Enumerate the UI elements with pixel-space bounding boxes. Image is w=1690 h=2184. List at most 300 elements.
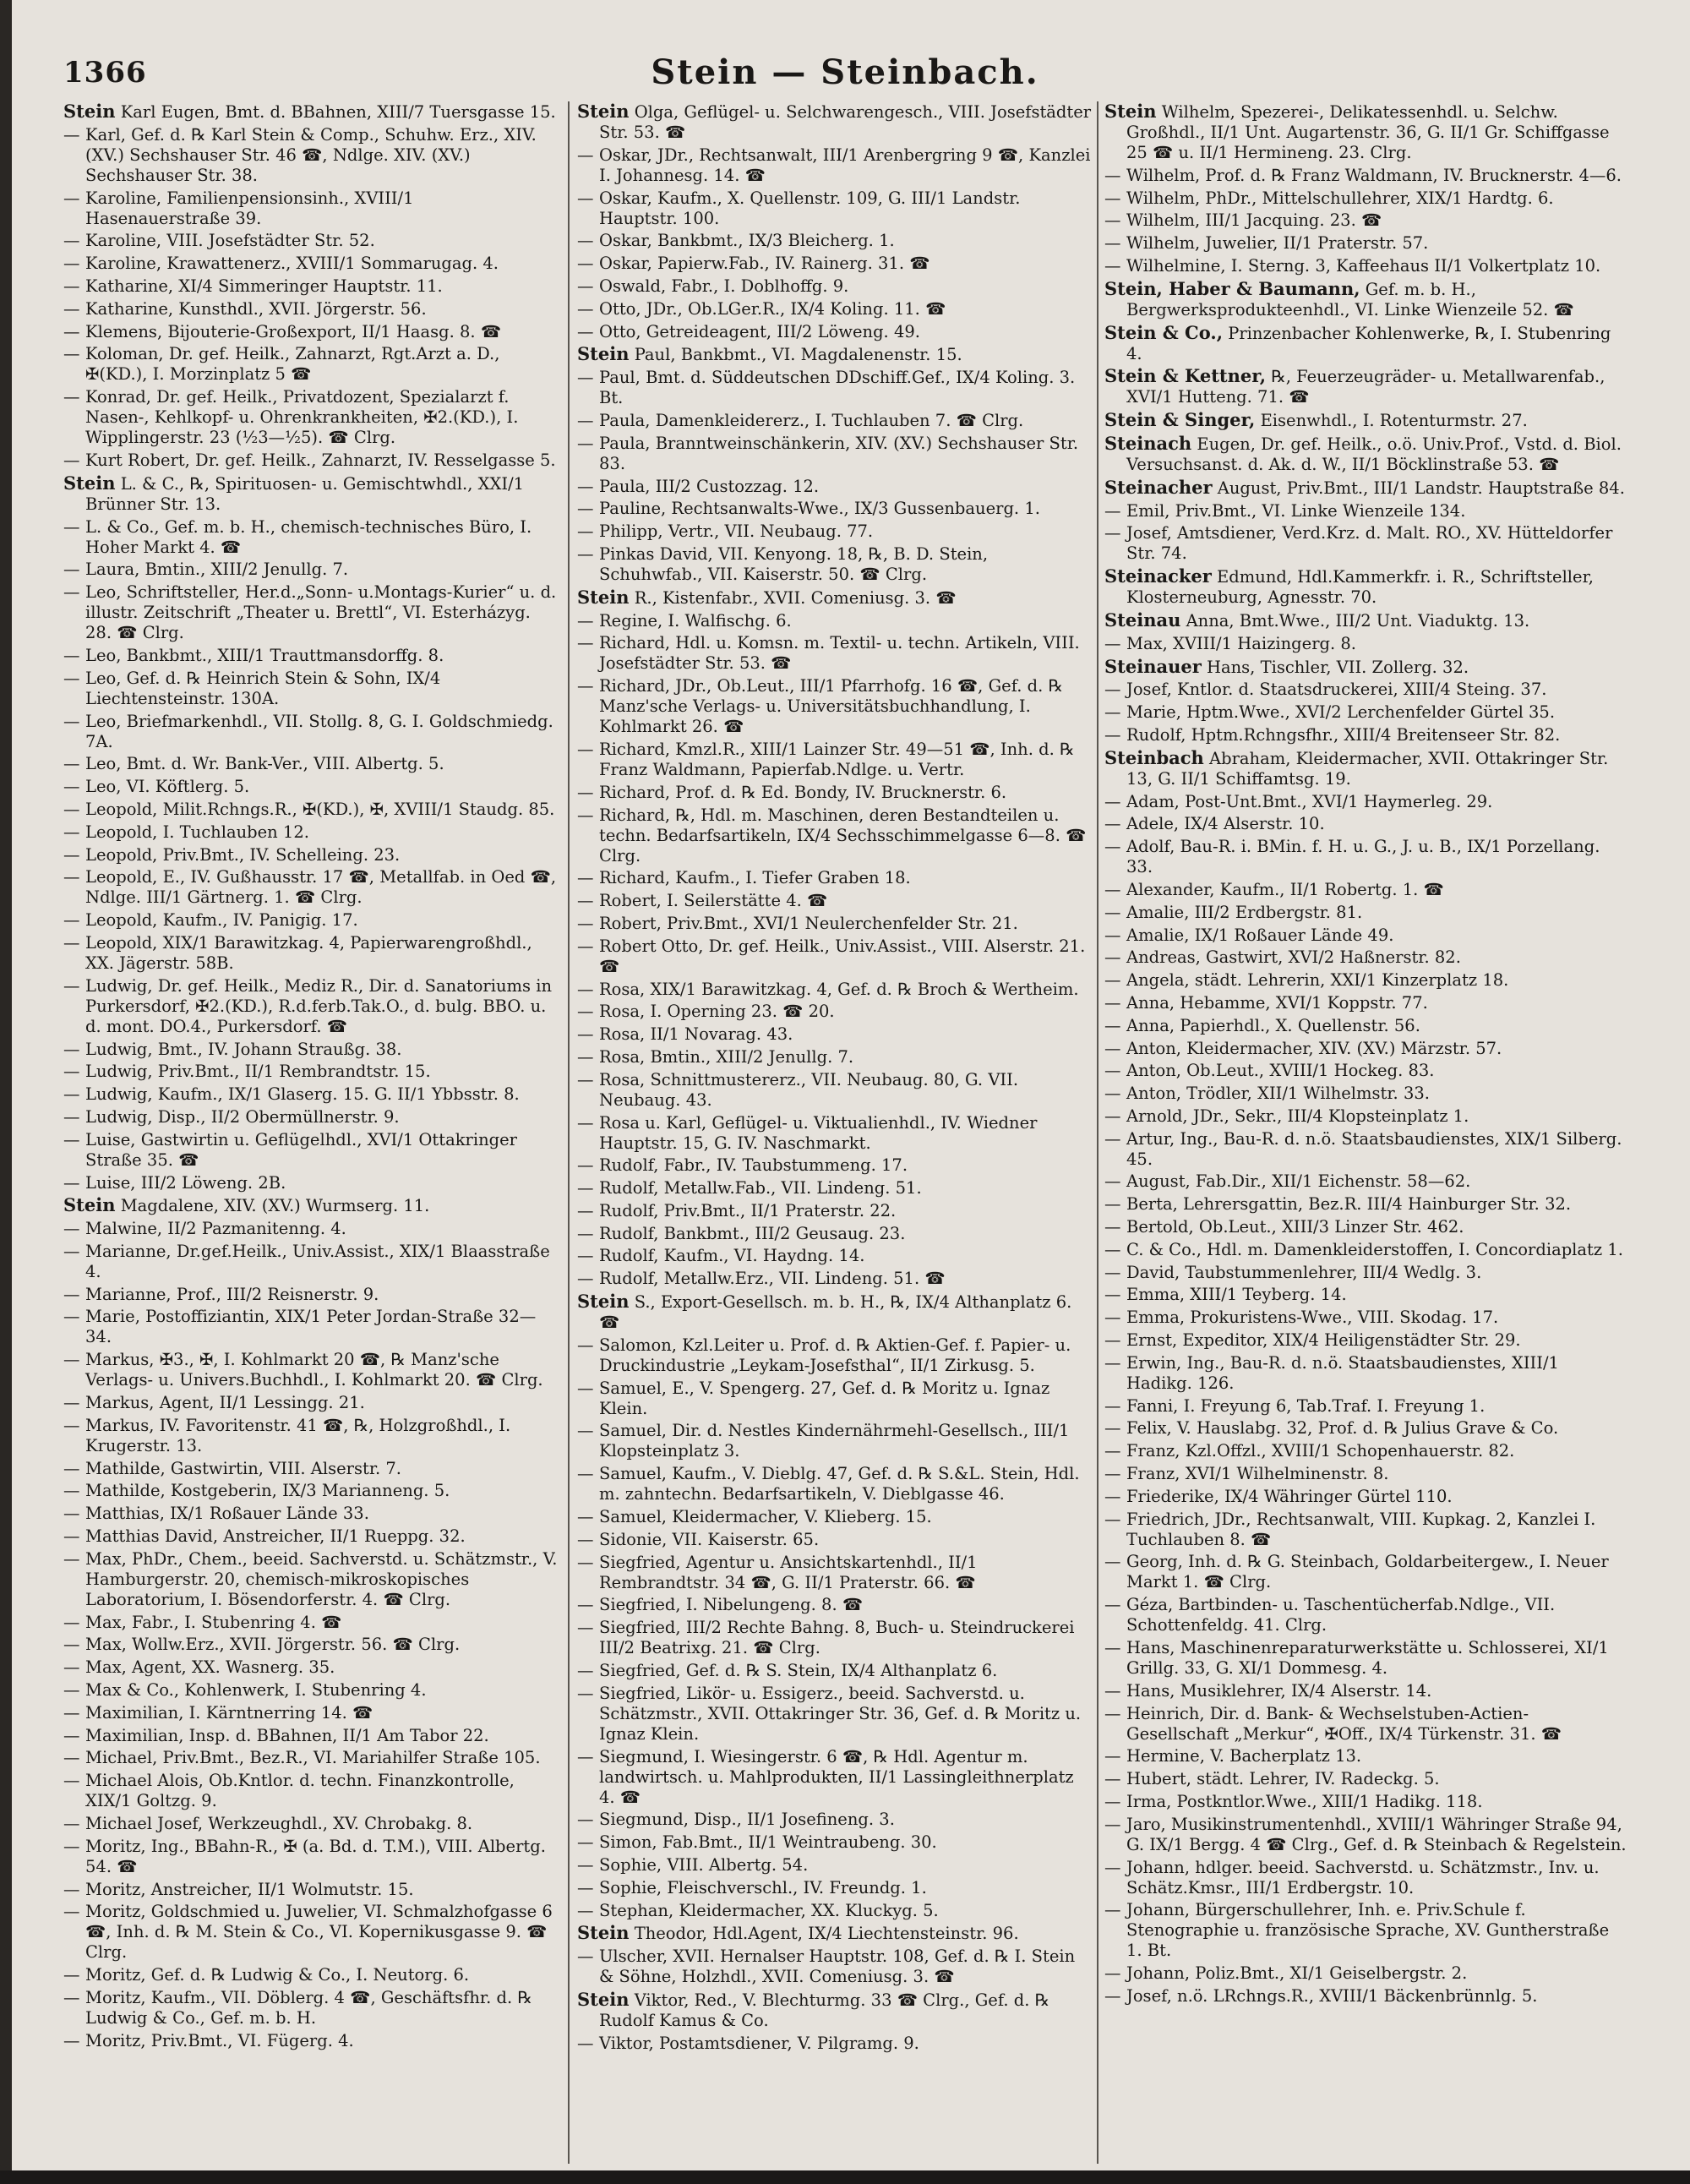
entry-text: Prinzenbacher Kohlenwerke, ℞, I. Stubenring 4. [1126, 323, 1611, 363]
repeat-dash: — [577, 1024, 594, 1045]
directory-entry [63, 1040, 562, 1060]
repeat-dash: — [63, 1350, 80, 1370]
repeat-dash: — [577, 868, 594, 888]
repeat-dash: — [63, 1241, 80, 1261]
entry-text: Moritz, Goldschmied u. Juwelier, VI. Schmalzhofgasse 6 ☎, Inh. d. ℞ M. Stein & Co., VI. Kopernikusgasse 9. ☎ Clrg. [85, 1902, 553, 1963]
directory-entry [577, 299, 1093, 319]
repeat-dash: — [577, 1246, 594, 1266]
repeat-dash: — [577, 2033, 594, 2053]
directory-entry [577, 1047, 1093, 1067]
directory-entry [1104, 1510, 1628, 1550]
entry-text: Eugen, Dr. gef. Heilk., o.ö. Univ.Prof., Vstd. d. Biol. Versuchsanst. d. Ak. d. W., II/1 Böcklinstraße 53. ☎ [1126, 434, 1622, 474]
directory-entry [63, 1635, 562, 1655]
directory-entry [63, 1748, 562, 1768]
repeat-dash: — [577, 1112, 594, 1133]
directory-entry [63, 1107, 562, 1127]
entry-text: Richard, Hdl. u. Komsn. m. Textil- u. techn. Artikeln, VIII. Josefstädter Str. 53. ☎ [599, 633, 1080, 674]
entry-text: Josef, Amtsdiener, Verd.Krz. d. Malt. RO., XV. Hütteldorfer Str. 74. [1126, 523, 1613, 564]
directory-entry [577, 1291, 1093, 1333]
repeat-dash: — [577, 739, 594, 759]
surname: Stein [577, 101, 630, 122]
entry-text: Leopold, I. Tuchlauben 12. [85, 822, 309, 842]
repeat-dash: — [63, 1526, 80, 1547]
repeat-dash: — [577, 321, 594, 341]
entry-text: Pinkas David, VII. Kenyong. 18, ℞, B. D. Stein, Schuhwfab., VII. Kaiserstr. 50. ☎ Clrg. [599, 543, 989, 584]
entry-text: Anton, Kleidermacher, XIV. (XV.) Märzstr. 57. [1126, 1038, 1502, 1058]
entry-text: Viktor, Postamtsdiener, V. Pilgramg. 9. [599, 2033, 919, 2053]
entry-text: Karoline, VIII. Josefstädter Str. 52. [85, 231, 375, 251]
directory-entry [1104, 903, 1628, 923]
surname: Stein [63, 1194, 116, 1216]
repeat-dash: — [1104, 1900, 1121, 1920]
repeat-dash: — [577, 521, 594, 542]
entry-text: Leo, Schriftsteller, Her.d.„Sonn- u.Montags-Kurier“ u. d. illustr. Zeitschrift „Theater u. Brettl“, VI. Esterházyg. 28. ☎ Clrg. [85, 582, 557, 643]
repeat-dash: — [63, 1393, 80, 1413]
directory-entry [1104, 1900, 1628, 1961]
entry-text: Leo, Bankbmt., XIII/1 Trauttmansdorffg. 8. [85, 645, 444, 665]
entry-text: Max & Co., Kohlenwerk, I. Stubenring 4. [85, 1680, 427, 1701]
surname: Steinau [1104, 609, 1181, 631]
entry-text: Oskar, JDr., Rechtsanwalt, III/1 Arenbergring 9 ☎, Kanzlei I. Johannesg. 14. ☎ [599, 145, 1091, 185]
entry-text: Marianne, Dr.gef.Heilk., Univ.Assist., XIX/1 Blaasstraße 4. [85, 1241, 550, 1281]
directory-entry [577, 1178, 1093, 1198]
entry-text: Theodor, Hdl.Agent, IX/4 Liechtensteinstr. 96. [634, 1924, 1019, 1944]
directory-entry [577, 868, 1093, 888]
directory-entry [1104, 233, 1628, 254]
page-number: 1366 [63, 56, 147, 90]
surname: Stein, Haber & Baumann, [1104, 277, 1360, 299]
directory-entry [63, 1481, 562, 1501]
repeat-dash: — [63, 450, 80, 470]
entry-text: Edmund, Hdl.Kammerkfr. i. R., Schriftsteller, Klosterneuburg, Agnesstr. 70. [1126, 567, 1594, 608]
scan-edge-left [0, 0, 12, 2184]
repeat-dash: — [577, 1855, 594, 1876]
directory-entry [577, 676, 1093, 737]
repeat-dash: — [63, 516, 80, 537]
directory-entry [1104, 1308, 1628, 1328]
entry-text: Sophie, VIII. Albertg. 54. [599, 1855, 809, 1876]
directory-entry [63, 976, 562, 1037]
entry-text: Leopold, XIX/1 Barawitzkag. 4, Papierwarengroßhdl., XX. Jägerstr. 58B. [85, 932, 532, 973]
entry-text: Arnold, JDr., Sekr., III/4 Klopsteinplatz 1. [1126, 1106, 1469, 1126]
entry-text: Luise, III/2 Löweng. 2B. [85, 1172, 286, 1193]
entry-text: Emma, XIII/1 Teyberg. 14. [1126, 1285, 1347, 1305]
entry-text: Samuel, Dir. d. Nestles Kindernährmehl-Gesellsch., III/1 Klopsteinplatz 3. [599, 1421, 1070, 1461]
directory-entry [577, 805, 1093, 866]
directory-entry [1104, 837, 1628, 877]
directory-entry [1104, 1464, 1628, 1484]
directory-entry [63, 1988, 562, 2028]
directory-entry [1104, 1194, 1628, 1215]
directory-entry [63, 1173, 562, 1193]
directory-entry [577, 1661, 1093, 1681]
directory-entry [1104, 792, 1628, 812]
directory-entry [1104, 566, 1628, 608]
entry-text: Moritz, Anstreicher, II/1 Wolmutstr. 15. [85, 1879, 414, 1899]
entry-text: Moritz, Priv.Bmt., VI. Fügerg. 4. [85, 2030, 354, 2050]
directory-entry [63, 1965, 562, 1985]
directory-entry [1104, 1815, 1628, 1855]
repeat-dash: — [577, 188, 594, 208]
directory-entry [577, 1747, 1093, 1808]
repeat-dash: — [1104, 1986, 1121, 2006]
directory-entry [1104, 1353, 1628, 1394]
repeat-dash: — [1104, 814, 1121, 834]
repeat-dash: — [577, 610, 594, 631]
directory-entry [1104, 1330, 1628, 1351]
directory-entry [577, 740, 1093, 780]
directory-entry [63, 344, 562, 385]
directory-entry [1104, 1441, 1628, 1461]
directory-entry [1104, 748, 1628, 789]
repeat-dash: — [1104, 879, 1121, 899]
repeat-dash: — [1104, 1703, 1121, 1723]
entry-text: Berta, Lehrersgattin, Bez.R. III/4 Hainburger Str. 32. [1126, 1194, 1572, 1215]
entry-text: Anna, Bmt.Wwe., III/2 Unt. Viaduktg. 13. [1186, 610, 1530, 631]
repeat-dash: — [577, 1046, 594, 1067]
directory-entry [1104, 279, 1628, 320]
directory-entry [1104, 610, 1628, 631]
directory-entry [1104, 256, 1628, 276]
repeat-dash: — [63, 1415, 80, 1435]
entry-text: Hans, Musiklehrer, IX/4 Alserstr. 14. [1126, 1680, 1432, 1701]
entry-text: Georg, Inh. d. ℞ G. Steinbach, Goldarbeitergew., I. Neuer Markt 1. ☎ Clrg. [1126, 1552, 1609, 1592]
repeat-dash: — [63, 387, 80, 407]
entry-text: Hermine, V. Bacherplatz 13. [1126, 1746, 1362, 1766]
entry-text: Oswald, Fabr., I. Doblhoffg. 9. [599, 276, 849, 296]
directory-entry [1104, 1217, 1628, 1237]
directory-entry [63, 754, 562, 774]
directory-entry [577, 1421, 1093, 1461]
entry-text: Robert, Priv.Bmt., XVI/1 Neulerchenfelder Str. 21. [599, 913, 1018, 933]
surname: Stein & Co., [1104, 321, 1224, 343]
repeat-dash: — [577, 1900, 594, 1920]
entry-text: Michael Alois, Ob.Kntlor. d. techn. Finanzkontrolle, XIX/1 Goltzg. 9. [85, 1771, 515, 1811]
repeat-dash: — [63, 844, 80, 865]
entry-text: Ludwig, Bmt., IV. Johann Straußg. 38. [85, 1039, 402, 1059]
entry-text: Marianne, Prof., III/2 Reisnerstr. 9. [85, 1284, 379, 1304]
directory-entry [1104, 523, 1628, 564]
repeat-dash: — [577, 891, 594, 911]
repeat-dash: — [1104, 1262, 1121, 1282]
entry-text: Robert Otto, Dr. gef. Heilk., Univ.Assist., VIII. Alserstr. 21. ☎ [599, 936, 1086, 976]
entry-text: Philipp, Vertr., VII. Neubaug. 77. [599, 521, 874, 542]
entry-text: Siegfried, I. Nibelungeng. 8. ☎ [599, 1595, 864, 1615]
repeat-dash: — [577, 1810, 594, 1830]
directory-entry [63, 777, 562, 797]
surname: Steinauer [1104, 655, 1202, 677]
entry-text: Hans, Tischler, VII. Zollerg. 32. [1206, 657, 1469, 677]
entry-text: Amalie, III/2 Erdbergstr. 81. [1126, 902, 1363, 922]
directory-entry [577, 587, 1093, 609]
repeat-dash: — [1104, 500, 1121, 521]
repeat-dash: — [1104, 1509, 1121, 1529]
directory-entry [577, 368, 1093, 408]
entry-text: Johann, Bürgerschullehrer, Inh. e. Priv.Schule f. Stenographie u. französische Sprache, XV. Guntherstraße 1. Bt. [1126, 1900, 1610, 1961]
directory-entry [577, 936, 1093, 977]
column-2 [577, 101, 1093, 2164]
directory-entry [577, 1379, 1093, 1419]
entry-text: Mathilde, Gastwirtin, VIII. Alserstr. 7. [85, 1458, 402, 1478]
repeat-dash: — [63, 711, 80, 731]
directory-entry [63, 646, 562, 666]
repeat-dash: — [1104, 680, 1121, 700]
directory-entry [63, 322, 562, 342]
directory-entry [1104, 1704, 1628, 1744]
directory-entry [1104, 702, 1628, 723]
directory-entry [1104, 410, 1628, 431]
entry-text: Paula, Damenkleidererz., I. Tuchlauben 7. ☎ Clrg. [599, 410, 1024, 430]
entry-text: David, Taubstummenlehrer, III/4 Wedlg. 3. [1126, 1262, 1482, 1282]
directory-entry [577, 1878, 1093, 1898]
directory-entry [577, 1832, 1093, 1853]
entry-text: Marie, Hptm.Wwe., XVI/2 Lerchenfelder Gürtel 35. [1126, 702, 1556, 723]
directory-entry [63, 1504, 562, 1524]
directory-entry [63, 125, 562, 186]
repeat-dash: — [63, 1965, 80, 1985]
repeat-dash: — [1104, 1194, 1121, 1215]
entry-text: Anton, Ob.Leut., XVIII/1 Hockeg. 83. [1126, 1061, 1435, 1081]
repeat-dash: — [63, 754, 80, 774]
repeat-dash: — [63, 1084, 80, 1105]
repeat-dash: — [577, 1069, 594, 1089]
repeat-dash: — [63, 254, 80, 274]
repeat-dash: — [63, 1902, 80, 1922]
repeat-dash: — [577, 254, 594, 274]
directory-entry [1104, 634, 1628, 654]
directory-entry [63, 1549, 562, 1610]
entry-text: Michael Josef, Werkzeughdl., XV. Chrobakg. 8. [85, 1814, 473, 1834]
directory-entry [577, 1464, 1093, 1504]
entry-text: Richard, ℞, Hdl. m. Maschinen, deren Bestandteilen u. techn. Bedarfsartikeln, IX/4 Sechsschimmelgasse 6—8. ☎ Clrg. [599, 805, 1087, 865]
repeat-dash: — [1104, 255, 1121, 276]
directory-entry [1104, 1240, 1628, 1260]
directory-entry [1104, 925, 1628, 946]
entry-text: Siegfried, Gef. d. ℞ S. Stein, IX/4 Althanplatz 6. [599, 1661, 998, 1681]
directory-entry [577, 1684, 1093, 1744]
repeat-dash: — [63, 645, 80, 665]
surname: Stein [577, 1989, 630, 2011]
entry-text: Katharine, Kunsthdl., XVII. Jörgerstr. 56. [85, 298, 427, 319]
column-divider [568, 101, 570, 2164]
entry-text: Emil, Priv.Bmt., VI. Linke Wienzeile 134. [1126, 500, 1466, 521]
repeat-dash: — [63, 188, 80, 208]
repeat-dash: — [577, 368, 594, 388]
directory-entry [1104, 1769, 1628, 1789]
directory-entry [1104, 1792, 1628, 1812]
directory-entry [577, 101, 1093, 143]
repeat-dash: — [1104, 1792, 1121, 1812]
repeat-dash: — [577, 1464, 594, 1484]
repeat-dash: — [1104, 1084, 1121, 1104]
repeat-dash: — [63, 822, 80, 842]
repeat-dash: — [1104, 1015, 1121, 1035]
entry-text: Matthias David, Anstreicher, II/1 Rueppg. 32. [85, 1526, 466, 1547]
repeat-dash: — [1104, 523, 1121, 543]
directory-entry [1104, 101, 1628, 163]
directory-entry [1104, 1171, 1628, 1192]
repeat-dash: — [1104, 1418, 1121, 1439]
entry-text: Rudolf, Bankbmt., III/2 Geusaug. 23. [599, 1223, 906, 1243]
entry-text: Koloman, Dr. gef. Heilk., Zahnarzt, Rgt.Arzt a. D., ✠(KD.), I. Morzinplatz 5 ☎ [85, 344, 500, 385]
repeat-dash: — [63, 1106, 80, 1127]
repeat-dash: — [1104, 702, 1121, 723]
directory-entry [63, 1613, 562, 1633]
directory-entry [577, 1113, 1093, 1154]
entry-text: Friedrich, JDr., Rechtsanwalt, VIII. Kupkag. 2, Kanzlei I. Tuchlauben 8. ☎ [1126, 1509, 1596, 1549]
entry-text: Adele, IX/4 Alserstr. 10. [1126, 814, 1325, 834]
directory-entry [577, 499, 1093, 519]
entry-text: Siegfried, Likör- u. Essigerz., beeid. Sachverstd. u. Schätzmstr., XVII. Ottakringer Str. 36, Gef. d. ℞ Moritz u. Ignaz Klein. [599, 1683, 1082, 1744]
directory-entry [577, 1002, 1093, 1022]
directory-entry [577, 914, 1093, 934]
repeat-dash: — [1104, 233, 1121, 254]
entry-text: Kurt Robert, Dr. gef. Heilk., Zahnarzt, IV. Resselgasse 5. [85, 450, 556, 470]
repeat-dash: — [577, 1618, 594, 1638]
entry-text: Sophie, Fleischverschl., IV. Freundg. 1. [599, 1877, 927, 1897]
entry-text: Max, PhDr., Chem., beeid. Sachverstd. u. Schätzmstr., V. Hamburgerstr. 20, chemisch-mikroskopisches Laboratorium, I. Bösendorferstr. 4. ☎ Clrg. [85, 1548, 558, 1609]
entry-text: Viktor, Red., V. Blechturmg. 33 ☎ Clrg., Gef. d. ℞ Rudolf Kamus & Co. [599, 1990, 1050, 2031]
directory-entry [63, 101, 562, 123]
directory-entry [63, 712, 562, 752]
entry-text: Rudolf, Priv.Bmt., II/1 Praterstr. 22. [599, 1200, 897, 1220]
repeat-dash: — [63, 582, 80, 603]
entry-text: Amalie, IX/1 Roßauer Lände 49. [1126, 925, 1394, 945]
repeat-dash: — [1104, 165, 1121, 185]
entry-text: Samuel, Kleidermacher, V. Klieberg. 15. [599, 1507, 932, 1527]
repeat-dash: — [1104, 1680, 1121, 1701]
entry-text: Ludwig, Priv.Bmt., II/1 Rembrandtstr. 15. [85, 1062, 431, 1082]
entry-text: Wilhelm, PhDr., Mittelschullehrer, XIX/1 Hardtg. 6. [1126, 188, 1554, 208]
directory-entry [577, 231, 1093, 251]
directory-entry [577, 1901, 1093, 1921]
directory-entry [63, 1416, 562, 1456]
directory-entry [63, 1526, 562, 1547]
repeat-dash: — [1104, 1395, 1121, 1416]
entry-text: Max, Wollw.Erz., XVII. Jörgerstr. 56. ☎ Clrg. [85, 1635, 461, 1655]
entry-text: Siegfried, Agentur u. Ansichtskartenhdl., II/1 Rembrandtstr. 34 ☎, G. II/1 Praterstr. 66. ☎ [599, 1552, 978, 1592]
directory-entry [63, 450, 562, 471]
surname: Stein [577, 343, 630, 365]
repeat-dash: — [1104, 1441, 1121, 1461]
directory-entry [577, 411, 1093, 431]
repeat-dash: — [1104, 992, 1121, 1013]
repeat-dash: — [1104, 1486, 1121, 1506]
repeat-dash: — [577, 1421, 594, 1441]
repeat-dash: — [1104, 188, 1121, 208]
directory-entry [577, 2034, 1093, 2054]
repeat-dash: — [1104, 1239, 1121, 1259]
directory-entry [577, 1810, 1093, 1830]
entry-text: Paula, III/2 Custozzag. 12. [599, 476, 820, 496]
entry-text: Leopold, Priv.Bmt., IV. Schelleing. 23. [85, 844, 401, 865]
repeat-dash: — [63, 1172, 80, 1193]
directory-entry [1104, 1039, 1628, 1059]
entry-text: S., Export-Gesellsch. m. b. H., ℞, IX/4 Althanplatz 6. ☎ [599, 1292, 1072, 1333]
directory-entry [577, 1553, 1093, 1593]
directory-entry [577, 434, 1093, 474]
entry-text: Anton, Trödler, XII/1 Wilhelmstr. 33. [1126, 1084, 1430, 1104]
repeat-dash: — [1104, 1814, 1121, 1834]
repeat-dash: — [63, 321, 80, 341]
entry-text: Rudolf, Metallw.Erz., VII. Lindeng. 51. ☎ [599, 1269, 946, 1289]
entry-text: Josef, n.ö. LRchngs.R., XVIII/1 Bäckenbrünnlg. 5. [1126, 1986, 1538, 2006]
repeat-dash: — [1104, 724, 1121, 745]
entry-text: Robert, I. Seilerstätte 4. ☎ [599, 891, 828, 911]
entry-text: Rosa u. Karl, Geflügel- u. Viktualienhdl., IV. Wiedner Hauptstr. 15, G. IV. Naschmarkt. [599, 1112, 1038, 1153]
entry-text: Markus, Agent, II/1 Lessingg. 21. [85, 1393, 365, 1413]
directory-entry [577, 188, 1093, 229]
entry-text: Rosa, II/1 Novarag. 43. [599, 1024, 793, 1045]
directory-entry [577, 891, 1093, 911]
entry-text: Klemens, Bijouterie-Großexport, II/1 Haasg. 8. ☎ [85, 321, 502, 341]
directory-entry [577, 145, 1093, 186]
directory-entry [63, 582, 562, 643]
entry-text: Simon, Fab.Bmt., II/1 Weintraubeng. 30. [599, 1832, 937, 1853]
entry-text: Konrad, Dr. gef. Heilk., Privatdozent, Spezialarzt f. Nasen-, Kehlkopf- u. Ohrenkrankheiten, ✠2.(KD.), I. Wipplingerstr. 23 (½3—½5). ☎ Clrg. [85, 387, 519, 448]
directory-entry [63, 1307, 562, 1347]
repeat-dash: — [577, 499, 594, 519]
repeat-dash: — [63, 1771, 80, 1791]
directory-entry [63, 1703, 562, 1723]
directory-entry [1104, 210, 1628, 231]
directory-entry [1104, 434, 1628, 475]
entry-text: Wilhelm, III/1 Jacquing. 23. ☎ [1126, 210, 1382, 231]
directory-entry [63, 231, 562, 251]
directory-entry [63, 1285, 562, 1305]
directory-entry [1104, 1963, 1628, 1984]
entry-text: Laura, Bmtin., XIII/2 Jenullg. 7. [85, 560, 349, 580]
directory-entry [63, 1459, 562, 1479]
entry-text: L. & C., ℞, Spirituosen- u. Gemischtwhdl., XXI/1 Brünner Str. 13. [85, 473, 525, 514]
directory-entry [1104, 1396, 1628, 1417]
entry-text: Max, XVIII/1 Haizingerg. 8. [1126, 633, 1357, 653]
repeat-dash: — [577, 1877, 594, 1897]
repeat-dash: — [1104, 1746, 1121, 1766]
repeat-dash: — [63, 124, 80, 145]
repeat-dash: — [63, 668, 80, 688]
directory-entry [63, 845, 562, 865]
directory-entry [1104, 1746, 1628, 1766]
entry-text: Otto, Getreideagent, III/2 Löweng. 49. [599, 321, 920, 341]
directory-entry [577, 611, 1093, 631]
directory-entry [63, 669, 562, 709]
entry-text: Karl Eugen, Bmt. d. BBahnen, XIII/7 Tuersgasse 15. [120, 102, 556, 122]
entry-text: Fanni, I. Freyung 6, Tab.Traf. I. Freyung 1. [1126, 1395, 1486, 1416]
repeat-dash: — [63, 1129, 80, 1149]
directory-entry [63, 1680, 562, 1701]
entry-text: Mathilde, Kostgeberin, IX/3 Marianneng. 5. [85, 1481, 450, 1501]
entry-text: Angela, städt. Lehrerin, XXI/1 Kinzerplatz 18. [1126, 970, 1509, 991]
directory-entry [63, 1880, 562, 1900]
entry-text: Olga, Geflügel- u. Selchwarengesch., VIII. Josefstädter Str. 53. ☎ [599, 102, 1092, 142]
repeat-dash: — [577, 1832, 594, 1853]
repeat-dash: — [63, 1039, 80, 1059]
entry-text: Leo, Gef. d. ℞ Heinrich Stein & Sohn, IX/4 Liechtensteinstr. 130A. [85, 668, 441, 708]
repeat-dash: — [577, 1378, 594, 1398]
directory-entry [63, 910, 562, 931]
directory-entry [1104, 1263, 1628, 1283]
entry-text: Hans, Maschinenreparaturwerkstätte u. Schlosserei, XI/1 Grillg. 33, G. XI/1 Dommesg. 4. [1126, 1638, 1609, 1679]
repeat-dash: — [63, 1284, 80, 1304]
entry-text: Maximilian, I. Kärntnerring 14. ☎ [85, 1702, 373, 1723]
directory-entry [63, 1242, 562, 1282]
repeat-dash: — [577, 1746, 594, 1766]
repeat-dash: — [1104, 1330, 1121, 1351]
repeat-dash: — [1104, 970, 1121, 991]
entry-text: Karoline, Familienpensionsinh., XVIII/1 Hasenauerstraße 39. [85, 188, 414, 228]
directory-entry [577, 1024, 1093, 1045]
